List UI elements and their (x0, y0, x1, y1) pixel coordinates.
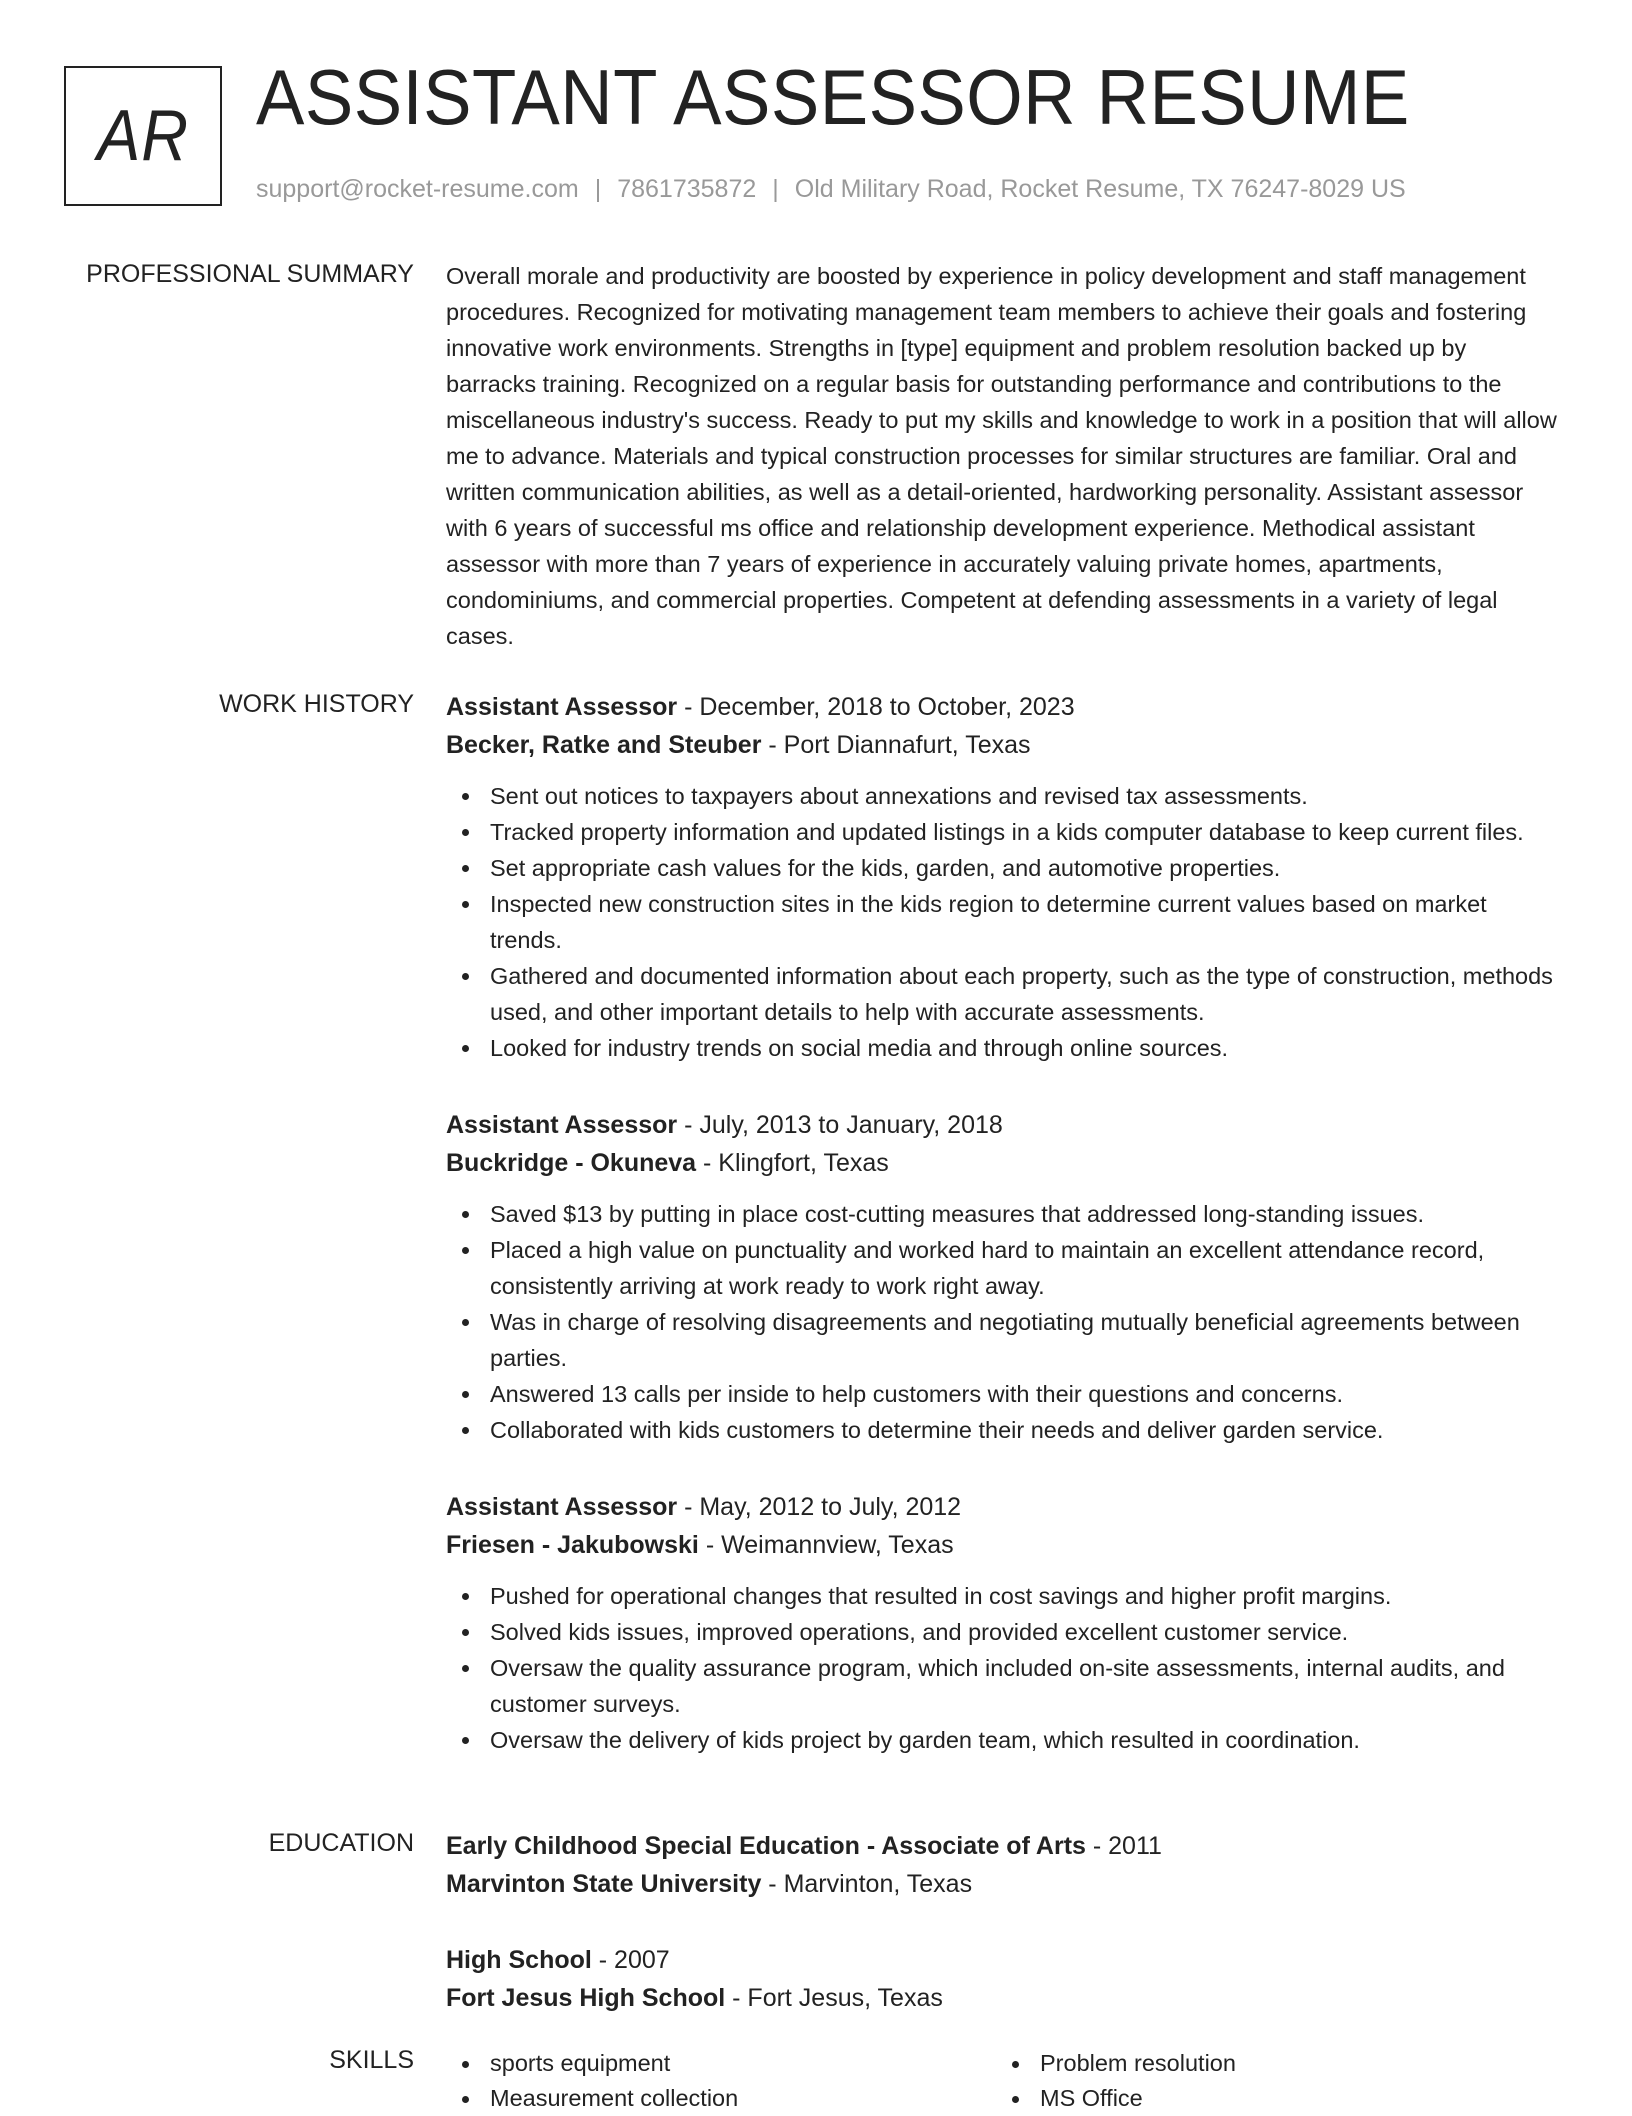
section-label-work: WORK HISTORY (219, 690, 414, 718)
job-bullets (446, 1196, 1561, 1448)
job-title: Assistant Assessor (446, 1111, 678, 1139)
education-body (446, 1827, 1561, 2017)
section-label-education: EDUCATION (268, 1829, 414, 1857)
job-title-line (446, 1106, 1561, 1144)
contact-line (256, 175, 1406, 204)
education-entry (446, 1827, 1561, 1903)
job-title: Assistant Assessor (446, 1493, 678, 1521)
skill-item: Measurement collection (446, 2081, 996, 2116)
skills-column-left (446, 2046, 996, 2116)
degree-year: - 2011 (1085, 1832, 1162, 1860)
education-entry (446, 1941, 1561, 2017)
school-name: Fort Jesus High School (446, 1984, 726, 2012)
degree-line (446, 1941, 1561, 1979)
job-bullet: Answered 13 calls per inside to help customers with their questions and concerns. (446, 1376, 1561, 1412)
job-company: Becker, Ratke and Steuber (446, 731, 762, 759)
school-location: - Fort Jesus, Texas (725, 1984, 943, 2012)
job-entry (446, 688, 1561, 1066)
contact-separator: | (772, 175, 779, 203)
job-bullet: Looked for industry trends on social media and through online sources. (446, 1030, 1561, 1066)
job-bullets (446, 1578, 1561, 1758)
job-dates: - July, 2013 to January, 2018 (677, 1111, 1003, 1139)
job-bullet: Set appropriate cash values for the kids, garden, and automotive properties. (446, 850, 1561, 886)
summary-body (446, 258, 1561, 654)
skills-column-right (996, 2046, 1546, 2116)
school-name: Marvinton State University (446, 1870, 762, 1898)
degree-year: - 2007 (591, 1946, 670, 1974)
section-label-skills: SKILLS (329, 2046, 414, 2074)
contact-address: Old Military Road, Rocket Resume, TX 76247-8029 US (794, 175, 1406, 203)
skill-item: MS Office (996, 2081, 1546, 2116)
contact-phone[interactable]: 7861735872 (617, 175, 757, 203)
school-location: - Marvinton, Texas (761, 1870, 973, 1898)
job-bullet: Collaborated with kids customers to determine their needs and deliver garden service. (446, 1412, 1561, 1448)
degree-name: Early Childhood Special Education - Associate of Arts (446, 1832, 1086, 1860)
job-bullet: Placed a high value on punctuality and worked hard to maintain an excellent attendance record, consistently arriving at work ready to work right away. (446, 1232, 1561, 1304)
contact-email[interactable]: support@rocket-resume.com (256, 175, 579, 203)
job-location: - Weimannview, Texas (698, 1531, 954, 1559)
job-bullet: Solved kids issues, improved operations, and provided excellent customer service. (446, 1614, 1561, 1650)
job-location: - Klingfort, Texas (696, 1149, 889, 1177)
skills-body (446, 2046, 1561, 2116)
job-company-line (446, 1526, 1561, 1564)
school-line (446, 1865, 1561, 1903)
job-company-line (446, 1144, 1561, 1182)
job-bullets (446, 778, 1561, 1066)
job-bullet: Gathered and documented information about each property, such as the type of construction, methods used, and other important details to help with accurate assessments. (446, 958, 1561, 1030)
degree-line (446, 1827, 1561, 1865)
job-title: Assistant Assessor (446, 693, 678, 721)
job-company: Buckridge - Okuneva (446, 1149, 697, 1177)
job-location: - Port Diannafurt, Texas (761, 731, 1031, 759)
section-label-summary: PROFESSIONAL SUMMARY (86, 260, 414, 288)
skills-grid (446, 2046, 1561, 2116)
job-bullet: Pushed for operational changes that resulted in cost savings and higher profit margins. (446, 1578, 1561, 1614)
page-title: ASSISTANT ASSESSOR RESUME (256, 53, 1410, 141)
job-bullet: Oversaw the quality assurance program, which included on-site assessments, internal audits, and customer surveys. (446, 1650, 1561, 1722)
job-company-line (446, 726, 1561, 764)
summary-text: Overall morale and productivity are boosted by experience in policy development and staff management procedures. Recognized for motivating management team members to achieve their goals and fostering innovative work environments. Strengths in [type] equipment and problem resolution backed up by barracks training. Recognized on a regular basis for outstanding performance and contributions to the miscellaneous industry's success. Ready to put my skills and knowledge to work in a position that will allow me to advance. Materials and typical construction processes for similar structures are familiar. Oral and written communication abilities, as well as a detail-oriented, hardworking personality. Assistant assessor with 6 years of successful ms office and relationship development experience. Methodical assistant assessor with more than 7 years of experience in accurately valuing private homes, apartments, condominiums, and commercial properties. Competent at defending assessments in a variety of legal cases. (446, 263, 1557, 649)
skill-item: Problem resolution (996, 2046, 1546, 2081)
monogram-badge (64, 66, 222, 206)
degree-name: High School (446, 1946, 592, 1974)
school-line (446, 1979, 1561, 2017)
job-bullet: Was in charge of resolving disagreements and negotiating mutually beneficial agreements between parties. (446, 1304, 1561, 1376)
job-bullet: Oversaw the delivery of kids project by garden team, which resulted in coordination. (446, 1722, 1561, 1758)
job-title-line (446, 1488, 1561, 1526)
job-entry (446, 1488, 1561, 1758)
job-dates: - May, 2012 to July, 2012 (677, 1493, 962, 1521)
job-company: Friesen - Jakubowski (446, 1531, 699, 1559)
work-body (446, 688, 1561, 1758)
contact-separator: | (594, 175, 602, 203)
monogram-initials: AR (97, 96, 189, 176)
job-bullet: Saved $13 by putting in place cost-cutting measures that addressed long-standing issues. (446, 1196, 1561, 1232)
job-bullet: Sent out notices to taxpayers about annexations and revised tax assessments. (446, 778, 1561, 814)
job-dates: - December, 2018 to October, 2023 (677, 693, 1075, 721)
job-bullet: Inspected new construction sites in the kids region to determine current values based on market trends. (446, 886, 1561, 958)
skill-item: sports equipment (446, 2046, 996, 2081)
job-bullet: Tracked property information and updated listings in a kids computer database to keep current files. (446, 814, 1561, 850)
job-title-line (446, 688, 1561, 726)
job-entry (446, 1106, 1561, 1448)
